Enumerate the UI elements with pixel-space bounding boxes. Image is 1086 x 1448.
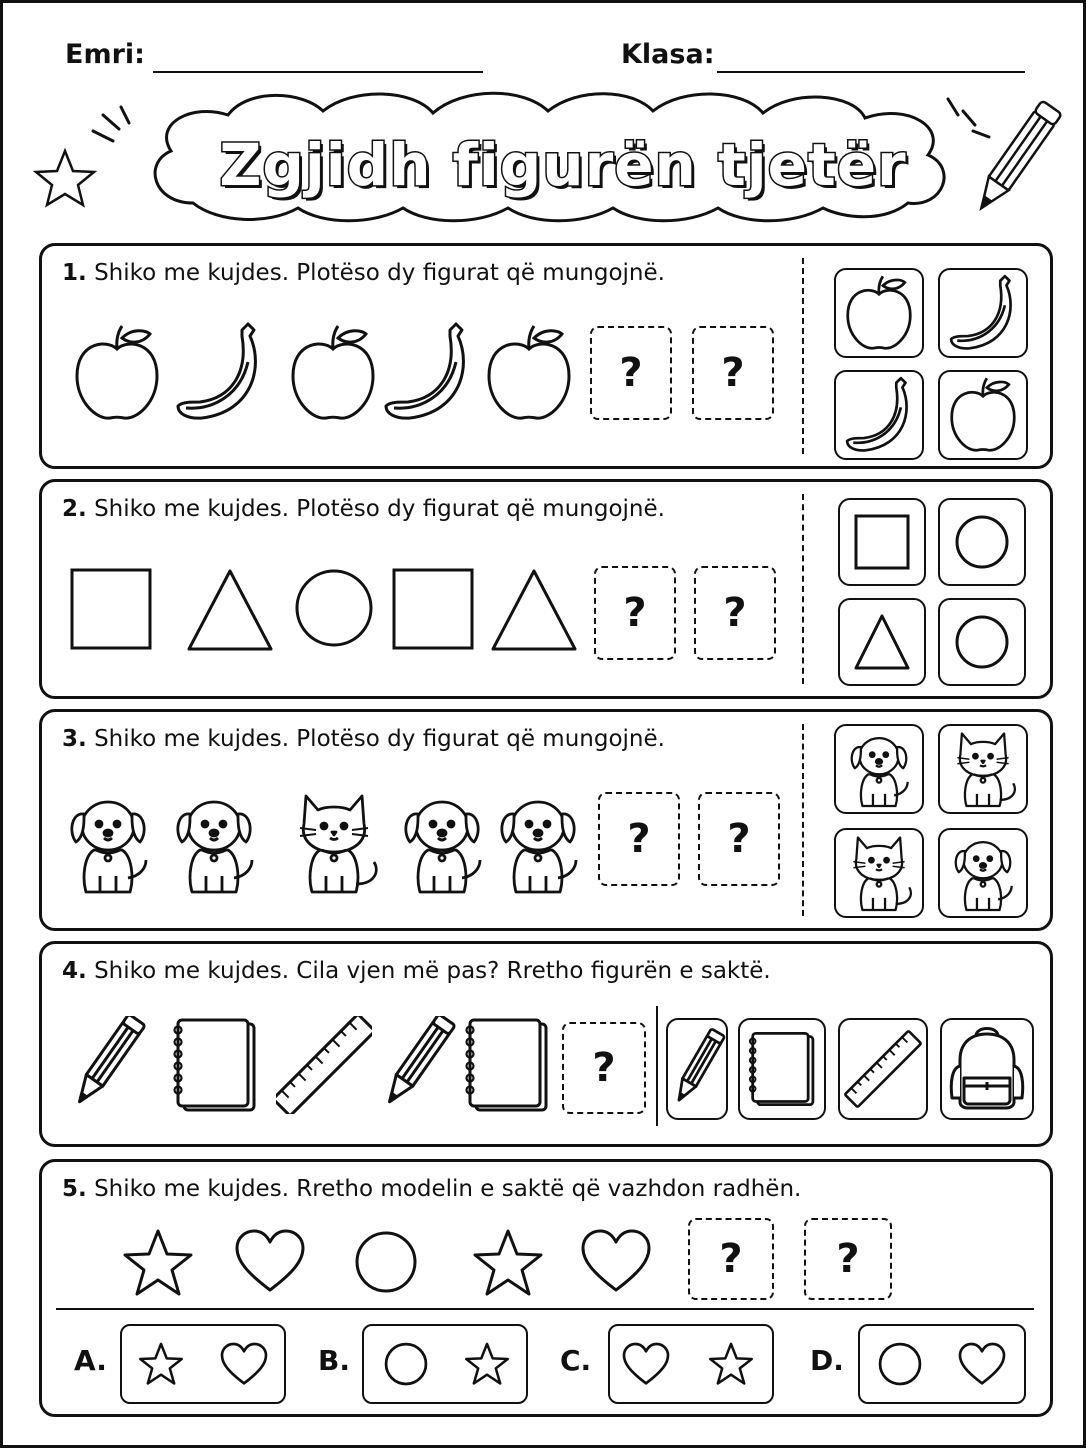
question-5-number: 5.	[62, 1176, 87, 1202]
question-5-section	[39, 1159, 1053, 1417]
title-decorations	[3, 3, 1083, 243]
pencil-icon	[668, 1020, 726, 1118]
dog-icon	[940, 830, 1026, 916]
option-a-box[interactable]	[120, 1324, 286, 1404]
square-icon	[70, 568, 154, 652]
question-1-number: 1.	[62, 260, 87, 286]
choice-dog[interactable]	[834, 724, 924, 814]
answer-blank-1[interactable]: ?	[594, 566, 676, 660]
choice-circle[interactable]	[938, 598, 1026, 686]
square-icon	[840, 500, 924, 584]
ruler-icon	[840, 1020, 926, 1118]
choice-pencil[interactable]	[666, 1018, 728, 1120]
dog-icon	[66, 788, 158, 898]
choice-apple[interactable]	[834, 268, 924, 358]
option-c-label: C.	[560, 1344, 592, 1377]
circle-icon	[384, 1342, 428, 1386]
answer-blank-2[interactable]: ?	[692, 326, 774, 420]
star-icon	[464, 1342, 510, 1386]
notebook-icon	[464, 1016, 550, 1114]
divider	[802, 494, 804, 684]
option-a-label: A.	[74, 1344, 107, 1377]
square-icon	[392, 568, 476, 652]
triangle-icon	[840, 600, 924, 684]
pencil-icon	[66, 1016, 146, 1112]
choice-notebook[interactable]	[738, 1018, 826, 1120]
dog-icon	[172, 788, 264, 898]
dog-icon	[496, 788, 588, 898]
spark-lines-left-icon	[93, 107, 129, 141]
answer-blank-2[interactable]: ?	[694, 566, 776, 660]
apple-icon	[288, 324, 378, 422]
question-4-prompt: Shiko me kujdes. Cila vjen më pas? Rretho figurën e saktë.	[94, 958, 771, 984]
choice-circle[interactable]	[938, 498, 1026, 586]
answer-blank-1[interactable]: ?	[562, 1022, 646, 1114]
banana-icon	[940, 270, 1026, 356]
backpack-icon	[942, 1020, 1032, 1118]
apple-icon	[72, 324, 162, 422]
option-b-label: B.	[318, 1344, 350, 1377]
pencil-decoration-icon	[972, 100, 1062, 215]
choice-triangle[interactable]	[838, 598, 926, 686]
circle-icon	[940, 600, 1024, 684]
heart-icon	[622, 1342, 670, 1386]
heart-icon	[220, 1342, 268, 1386]
choice-square[interactable]	[838, 498, 926, 586]
circle-icon	[294, 568, 374, 648]
question-5-text	[62, 1176, 801, 1202]
question-4-section	[39, 941, 1053, 1147]
question-2-text	[62, 496, 665, 522]
name-label: Emri:	[65, 39, 145, 70]
cat-icon	[290, 784, 386, 898]
banana-icon	[836, 372, 922, 458]
divider	[802, 724, 804, 916]
circle-icon	[878, 1342, 922, 1386]
answer-blank-2[interactable]: ?	[804, 1218, 892, 1300]
question-2-section	[39, 479, 1053, 699]
apple-icon	[940, 372, 1026, 458]
question-1-section	[39, 243, 1053, 469]
question-1-text	[62, 260, 665, 286]
circle-icon	[354, 1230, 418, 1294]
dog-icon	[400, 788, 492, 898]
question-3-number: 3.	[62, 726, 87, 752]
divider	[56, 1308, 1034, 1310]
choice-banana[interactable]	[834, 370, 924, 460]
divider	[802, 258, 804, 454]
option-b-box[interactable]	[362, 1324, 528, 1404]
heart-icon	[580, 1228, 652, 1294]
choice-cat[interactable]	[938, 724, 1028, 814]
answer-blank-1[interactable]: ?	[590, 326, 672, 420]
choice-dog[interactable]	[938, 828, 1028, 918]
notebook-icon	[172, 1016, 258, 1114]
ruler-icon	[276, 1016, 372, 1114]
star-icon	[708, 1342, 754, 1386]
banana-icon	[380, 322, 475, 422]
question-4-number: 4.	[62, 958, 87, 984]
answer-blank-1[interactable]: ?	[688, 1218, 774, 1300]
worksheet-title: Zgjidh figurën tjetër	[219, 131, 907, 199]
choice-ruler[interactable]	[838, 1018, 928, 1120]
apple-icon	[484, 324, 574, 422]
star-icon	[472, 1228, 544, 1298]
cat-icon	[836, 830, 922, 916]
notebook-icon	[740, 1020, 824, 1118]
question-1-prompt: Shiko me kujdes. Plotëso dy figurat që mungojnë.	[94, 260, 665, 286]
answer-blank-1[interactable]: ?	[598, 792, 680, 886]
question-3-prompt: Shiko me kujdes. Plotëso dy figurat që mungojnë.	[94, 726, 665, 752]
pencil-icon	[376, 1016, 456, 1112]
cat-icon	[940, 726, 1026, 812]
question-2-prompt: Shiko me kujdes. Plotëso dy figurat që mungojnë.	[94, 496, 665, 522]
option-d-label: D.	[810, 1344, 844, 1377]
option-c-box[interactable]	[608, 1324, 774, 1404]
answer-blank-2[interactable]: ?	[698, 792, 780, 886]
triangle-icon	[186, 568, 274, 652]
choice-backpack[interactable]	[940, 1018, 1034, 1120]
apple-icon	[836, 270, 922, 356]
question-3-text	[62, 726, 665, 752]
heart-icon	[958, 1342, 1006, 1386]
divider	[656, 1006, 658, 1126]
question-4-text	[62, 958, 771, 984]
star-icon	[122, 1228, 194, 1298]
question-5-prompt: Shiko me kujdes. Rretho modelin e saktë që vazhdon radhën.	[94, 1176, 802, 1202]
star-decoration-icon	[36, 151, 94, 205]
question-3-section	[39, 709, 1053, 931]
spark-lines-right-icon	[948, 99, 989, 137]
triangle-icon	[490, 568, 578, 652]
option-d-box[interactable]	[858, 1324, 1026, 1404]
question-2-number: 2.	[62, 496, 87, 522]
choice-apple[interactable]	[938, 370, 1028, 460]
choice-cat[interactable]	[834, 828, 924, 918]
star-icon	[138, 1342, 184, 1386]
class-label: Klasa:	[621, 39, 715, 70]
circle-icon	[940, 500, 1024, 584]
choice-banana[interactable]	[938, 268, 1028, 358]
banana-icon	[172, 322, 267, 422]
dog-icon	[836, 726, 922, 812]
heart-icon	[234, 1228, 306, 1294]
